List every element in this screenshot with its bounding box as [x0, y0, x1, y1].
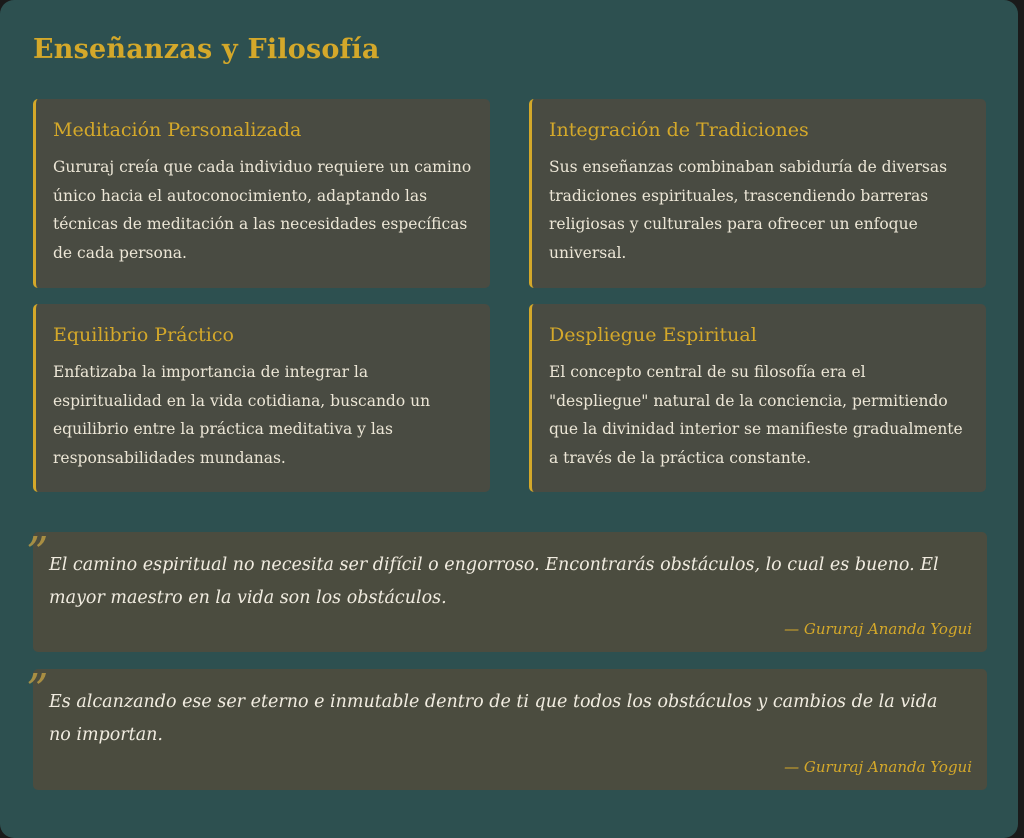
quote-mark-icon: ”: [26, 528, 49, 579]
quote-block: [26, 528, 987, 652]
teaching-card-balance: [33, 304, 490, 492]
quote-block: [26, 665, 987, 790]
card-title: Equilibrio Práctico: [53, 324, 234, 346]
card-title: Meditación Personalizada: [53, 119, 302, 141]
quote-author: — Gururaj Ananda Yogui: [784, 620, 972, 638]
card-title: Integración de Tradiciones: [549, 119, 809, 141]
card-title: Despliegue Espiritual: [549, 324, 757, 346]
quote-text: Es alcanzando ese ser eterno e inmutable dentro de ti que todos los obstáculos y cambios de la vida no importan.: [49, 692, 938, 745]
section-title: Enseñanzas y Filosofía: [33, 34, 380, 65]
card-text: Sus enseñanzas combinaban sabiduría de diversas tradiciones espirituales, trascendiendo barreras religiosas y culturales para ofrecer un enfoque universal.: [549, 158, 948, 262]
card-text: Enfatizaba la importancia de integrar la espiritualidad en la vida cotidiana, buscando un equilibrio entre la práctica meditativa y las responsabilidades mundanas.: [53, 363, 431, 467]
card-text: El concepto central de su filosofía era el "despliegue" natural de la conciencia, permitiendo que la divinidad interior se manifieste gradualmente a través de la práctica constante.: [549, 363, 963, 467]
card-text: Gururaj creía que cada individuo requiere un camino único hacia el autoconocimiento, adaptando las técnicas de meditación a las necesidades específicas de cada persona.: [53, 158, 472, 262]
teaching-card-meditation: [33, 99, 490, 288]
quote-author: — Gururaj Ananda Yogui: [784, 758, 972, 776]
teaching-card-unfolding: [529, 304, 986, 492]
teaching-card-traditions: [529, 99, 986, 288]
quote-text: El camino espiritual no necesita ser difícil o engorroso. Encontrarás obstáculos, lo cual es bueno. El mayor maestro en la vida son los obstáculos.: [49, 555, 939, 608]
quote-mark-icon: ”: [26, 665, 49, 716]
